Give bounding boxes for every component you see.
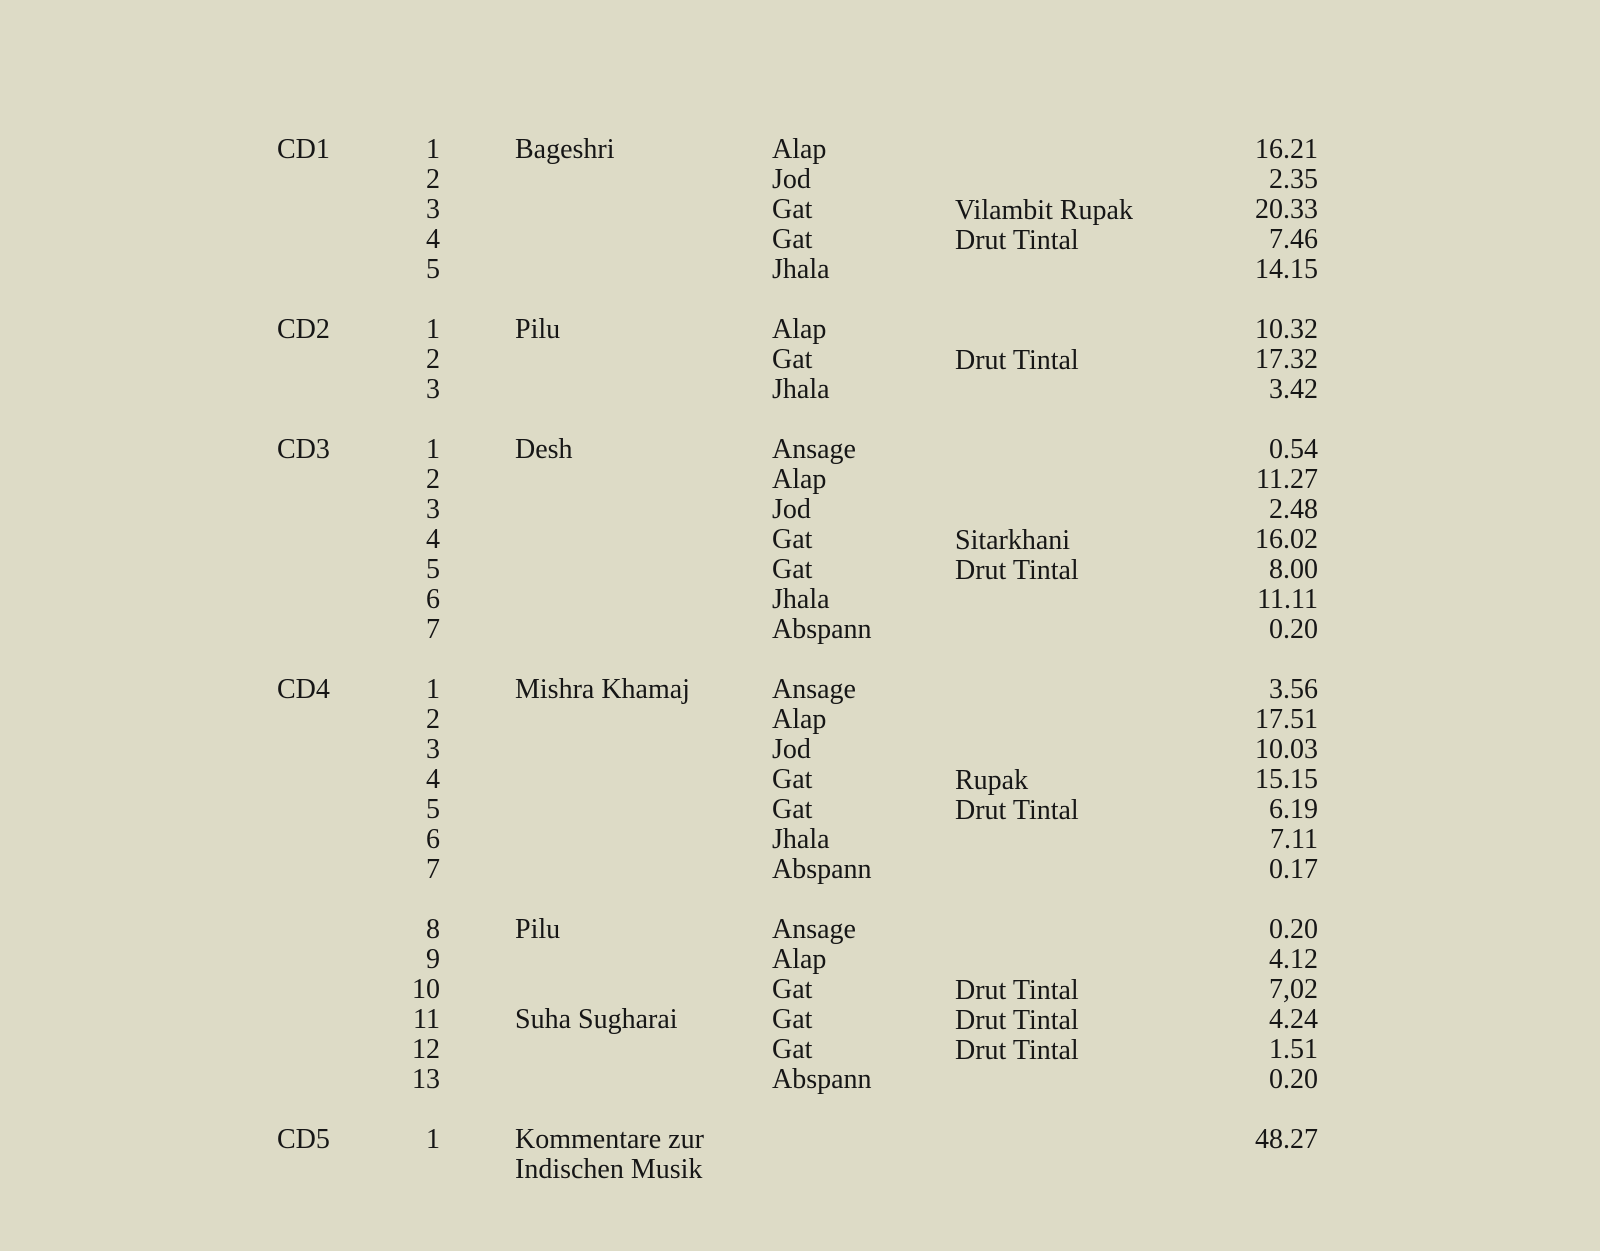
track-number: 8 [426, 914, 440, 945]
section-name: Gat [772, 794, 813, 825]
track-row [0, 945, 1600, 975]
track-duration: 14.15 [1255, 254, 1318, 285]
track-number: 4 [426, 524, 440, 555]
track-row [0, 525, 1600, 555]
tala-name: Drut Tintal [955, 795, 1079, 826]
track-row [0, 915, 1600, 945]
section-name: Ansage [772, 674, 856, 705]
section-name: Jhala [772, 374, 830, 405]
track-duration: 17.51 [1255, 704, 1318, 735]
raga-name: Pilu [515, 914, 561, 945]
section-name: Alap [772, 944, 827, 975]
section-name: Gat [772, 224, 813, 255]
track-row [0, 765, 1600, 795]
section-name: Gat [772, 1034, 813, 1065]
section-name: Jhala [772, 824, 830, 855]
section-name: Jod [772, 734, 811, 765]
tala-name: Drut Tintal [955, 1035, 1079, 1066]
track-duration: 48.27 [1255, 1124, 1318, 1155]
track-number: 3 [426, 734, 440, 765]
track-row [0, 435, 1600, 465]
track-row [0, 375, 1600, 405]
section-name: Gat [772, 344, 813, 375]
track-row [0, 135, 1600, 165]
track-row [0, 1035, 1600, 1065]
track-number: 3 [426, 494, 440, 525]
tala-name: Sitarkhani [955, 525, 1071, 556]
tala-name: Drut Tintal [955, 1005, 1079, 1036]
track-duration: 4.12 [1269, 944, 1318, 975]
cd-group [0, 315, 1600, 405]
track-number: 12 [412, 1034, 440, 1065]
track-number: 3 [426, 374, 440, 405]
track-number: 6 [426, 584, 440, 615]
tala-name: Drut Tintal [955, 555, 1079, 586]
section-name: Abspann [772, 854, 872, 885]
track-row [0, 255, 1600, 285]
track-row [0, 495, 1600, 525]
tala-name: Vilambit Rupak [955, 195, 1133, 226]
track-number: 6 [426, 824, 440, 855]
track-duration: 20.33 [1255, 194, 1318, 225]
track-row [0, 855, 1600, 885]
track-number: 11 [413, 1004, 440, 1035]
tala-name: Drut Tintal [955, 975, 1079, 1006]
section-name: Gat [772, 524, 813, 555]
section-name: Jod [772, 164, 811, 195]
track-duration: 10.03 [1255, 734, 1318, 765]
section-name: Gat [772, 554, 813, 585]
track-duration: 3.56 [1269, 674, 1318, 705]
track-number: 1 [426, 314, 440, 345]
tracklist-table [0, 135, 1600, 1215]
track-row [0, 345, 1600, 375]
track-duration: 0.20 [1269, 614, 1318, 645]
track-number: 1 [426, 674, 440, 705]
track-number: 1 [426, 1124, 440, 1155]
cd-group [0, 435, 1600, 645]
section-name: Alap [772, 134, 827, 165]
track-duration: 16.02 [1255, 524, 1318, 555]
track-row [0, 705, 1600, 735]
track-number: 13 [412, 1064, 440, 1095]
track-row [0, 225, 1600, 255]
track-row [0, 465, 1600, 495]
track-row [0, 315, 1600, 345]
track-duration: 0.20 [1269, 1064, 1318, 1095]
track-duration: 10.32 [1255, 314, 1318, 345]
section-name: Alap [772, 314, 827, 345]
cd-label: CD1 [277, 134, 330, 165]
track-row [0, 675, 1600, 705]
track-duration: 0.54 [1269, 434, 1318, 465]
track-number: 2 [426, 464, 440, 495]
section-name: Abspann [772, 614, 872, 645]
section-name: Alap [772, 704, 827, 735]
track-duration: 7,02 [1269, 974, 1318, 1005]
track-row [0, 825, 1600, 855]
track-duration: 0.17 [1269, 854, 1318, 885]
track-number: 2 [426, 704, 440, 735]
track-duration: 8.00 [1269, 554, 1318, 585]
track-duration: 0.20 [1269, 914, 1318, 945]
track-row [0, 585, 1600, 615]
section-name: Jod [772, 494, 811, 525]
cd-group [0, 135, 1600, 285]
cd-label: CD2 [277, 314, 330, 345]
section-name: Alap [772, 464, 827, 495]
track-number: 3 [426, 194, 440, 225]
section-name: Gat [772, 974, 813, 1005]
track-row [0, 1125, 1600, 1185]
section-name: Abspann [772, 1064, 872, 1095]
track-row [0, 195, 1600, 225]
track-row [0, 1065, 1600, 1095]
cd-group [0, 915, 1600, 1095]
section-name: Jhala [772, 584, 830, 615]
cd-group [0, 1125, 1600, 1185]
track-number: 7 [426, 614, 440, 645]
track-duration: 7.11 [1270, 824, 1318, 855]
track-duration: 2.35 [1269, 164, 1318, 195]
tala-name: Drut Tintal [955, 225, 1079, 256]
raga-name: Bageshri [515, 134, 615, 165]
track-number: 5 [426, 254, 440, 285]
track-number: 4 [426, 764, 440, 795]
track-duration: 6.19 [1269, 794, 1318, 825]
raga-name: Desh [515, 434, 573, 465]
track-duration: 1.51 [1269, 1034, 1318, 1065]
track-duration: 7.46 [1269, 224, 1318, 255]
cd-group [0, 675, 1600, 885]
raga-name: Pilu [515, 314, 561, 345]
raga-name: Kommentare zur Indischen Musik [515, 1124, 704, 1185]
track-number: 5 [426, 794, 440, 825]
section-name: Ansage [772, 914, 856, 945]
section-name: Gat [772, 764, 813, 795]
track-number: 1 [426, 434, 440, 465]
cd-label: CD4 [277, 674, 330, 705]
cd-label: CD3 [277, 434, 330, 465]
track-duration: 11.11 [1257, 584, 1318, 615]
track-number: 7 [426, 854, 440, 885]
track-row [0, 555, 1600, 585]
track-number: 4 [426, 224, 440, 255]
track-row [0, 615, 1600, 645]
track-duration: 15.15 [1255, 764, 1318, 795]
section-name: Jhala [772, 254, 830, 285]
track-row [0, 795, 1600, 825]
track-duration: 2.48 [1269, 494, 1318, 525]
track-duration: 17.32 [1255, 344, 1318, 375]
tala-name: Rupak [955, 765, 1029, 796]
tala-name: Drut Tintal [955, 345, 1079, 376]
track-duration: 16.21 [1255, 134, 1318, 165]
raga-name: Suha Sugharai [515, 1004, 678, 1035]
track-number: 5 [426, 554, 440, 585]
section-name: Ansage [772, 434, 856, 465]
section-name: Gat [772, 1004, 813, 1035]
cd-label: CD5 [277, 1124, 330, 1155]
track-row [0, 975, 1600, 1005]
track-duration: 3.42 [1269, 374, 1318, 405]
track-number: 1 [426, 134, 440, 165]
track-duration: 11.27 [1256, 464, 1318, 495]
track-duration: 4.24 [1269, 1004, 1318, 1035]
section-name: Gat [772, 194, 813, 225]
raga-name: Mishra Khamaj [515, 674, 690, 705]
track-number: 2 [426, 344, 440, 375]
track-number: 2 [426, 164, 440, 195]
track-row [0, 165, 1600, 195]
track-number: 10 [412, 974, 440, 1005]
track-number: 9 [426, 944, 440, 975]
track-row [0, 735, 1600, 765]
track-row [0, 1005, 1600, 1035]
